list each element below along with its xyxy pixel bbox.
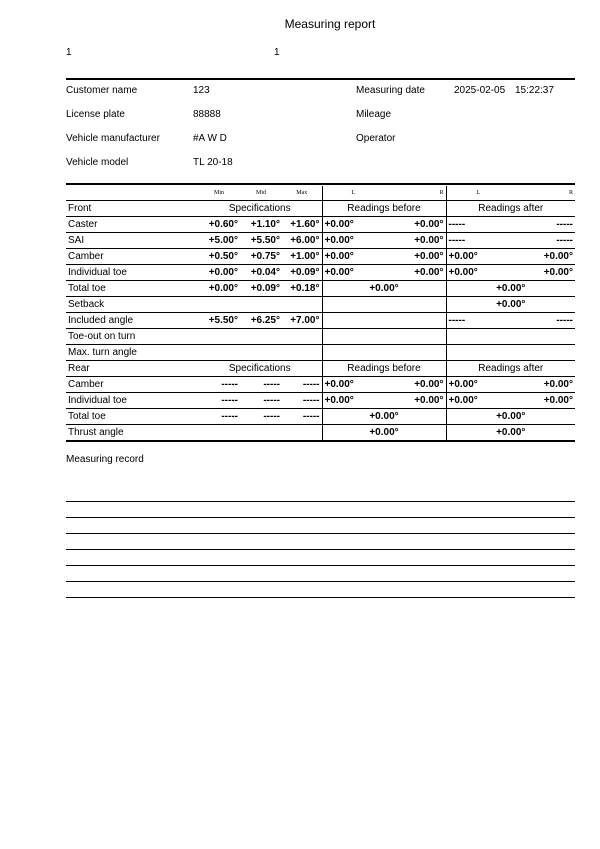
spec-mid: +5.50° xyxy=(240,233,282,249)
front-header-row xyxy=(66,201,575,217)
before-right-header: R xyxy=(384,186,446,201)
spec-min: ----- xyxy=(198,409,240,425)
measuring-time-value: 15:22:37 xyxy=(515,85,554,96)
spec-mid: ----- xyxy=(240,393,282,409)
after-right: ----- xyxy=(510,233,575,249)
row-name: Individual toe xyxy=(66,265,198,281)
manufacturer-label: Vehicle manufacturer xyxy=(66,133,160,144)
table-row xyxy=(66,377,575,393)
spec-mid: +1.10° xyxy=(240,217,282,233)
before-left: +0.00° xyxy=(322,217,384,233)
after-left: ----- xyxy=(446,217,510,233)
license-plate-value: 88888 xyxy=(193,109,221,120)
spec-mid: ----- xyxy=(240,377,282,393)
before-left: +0.00° xyxy=(322,249,384,265)
table-subheader-row xyxy=(66,186,575,201)
after-right: +0.00° xyxy=(510,377,575,393)
row-name: Camber xyxy=(66,249,198,265)
rear-specifications-header: Specifications xyxy=(198,361,322,377)
header-number-left: 1 xyxy=(66,47,72,58)
before-right: +0.00° xyxy=(384,265,446,281)
row-name: Caster xyxy=(66,217,198,233)
before-left-header: L xyxy=(322,186,384,201)
record-line xyxy=(66,549,575,550)
spec-max: +1.00° xyxy=(282,249,322,265)
measuring-date-value: 2025-02-05 xyxy=(454,85,506,96)
customer-name-value: 123 xyxy=(193,85,210,96)
record-line xyxy=(66,581,575,582)
before-right: +0.00° xyxy=(384,217,446,233)
before-left: +0.00° xyxy=(322,393,384,409)
after-right: +0.00° xyxy=(510,265,575,281)
spec-mid: +0.09° xyxy=(240,281,282,297)
after-left: +0.00° xyxy=(446,249,510,265)
header-divider xyxy=(66,78,575,80)
spec-max: +1.60° xyxy=(282,217,322,233)
after-total: +0.00° xyxy=(446,297,575,313)
measurement-table xyxy=(66,186,575,442)
table-row xyxy=(66,329,575,345)
before-left: +0.00° xyxy=(322,265,384,281)
model-value: TL 20-18 xyxy=(193,157,233,168)
before-left: +0.00° xyxy=(322,377,384,393)
record-line xyxy=(66,597,575,598)
row-name: Thrust angle xyxy=(66,425,198,442)
after-left: +0.00° xyxy=(446,377,510,393)
table-row xyxy=(66,265,575,281)
table-row xyxy=(66,281,575,297)
after-right-header: R xyxy=(510,186,575,201)
row-name: Toe-out on turn xyxy=(66,329,198,345)
spec-min: +0.50° xyxy=(198,249,240,265)
after-left: ----- xyxy=(446,313,510,329)
record-line xyxy=(66,517,575,518)
measuring-date-label: Measuring date xyxy=(356,85,425,96)
spec-max: ----- xyxy=(282,377,322,393)
after-left: +0.00° xyxy=(446,265,510,281)
row-name: SAI xyxy=(66,233,198,249)
before-right: +0.00° xyxy=(384,393,446,409)
after-right: +0.00° xyxy=(510,393,575,409)
table-row xyxy=(66,393,575,409)
mileage-label: Mileage xyxy=(356,109,392,120)
after-total: +0.00° xyxy=(446,425,575,442)
spec-max: ----- xyxy=(282,409,322,425)
row-name: Max. turn angle xyxy=(66,345,198,361)
spec-mid: +6.25° xyxy=(240,313,282,329)
page-title: Measuring report xyxy=(284,17,376,31)
spec-max: ----- xyxy=(282,393,322,409)
rear-readings-after-header: Readings after xyxy=(446,361,575,377)
record-line xyxy=(66,533,575,534)
spec-min: +5.00° xyxy=(198,233,240,249)
table-row xyxy=(66,425,575,442)
rear-readings-before-header: Readings before xyxy=(322,361,446,377)
row-name: Individual toe xyxy=(66,393,198,409)
spec-max: +0.09° xyxy=(282,265,322,281)
table-row xyxy=(66,249,575,265)
customer-name-label: Customer name xyxy=(66,85,138,96)
before-right: +0.00° xyxy=(384,249,446,265)
table-row xyxy=(66,409,575,425)
spec-min: +0.60° xyxy=(198,217,240,233)
table-row xyxy=(66,313,575,329)
header-number-right: 1 xyxy=(274,47,280,58)
row-name: Camber xyxy=(66,377,198,393)
table-top-divider xyxy=(66,183,575,185)
col-max-header: Max xyxy=(282,186,322,201)
row-name: Total toe xyxy=(66,409,198,425)
after-left: +0.00° xyxy=(446,393,510,409)
row-name: Total toe xyxy=(66,281,198,297)
record-line xyxy=(66,565,575,566)
before-right: +0.00° xyxy=(384,233,446,249)
after-right: ----- xyxy=(510,313,575,329)
spec-max: +6.00° xyxy=(282,233,322,249)
operator-label: Operator xyxy=(356,133,396,144)
spec-min: ----- xyxy=(198,377,240,393)
table-row xyxy=(66,297,575,313)
spec-mid: +0.04° xyxy=(240,265,282,281)
before-total: +0.00° xyxy=(322,425,446,442)
manufacturer-value: #A W D xyxy=(193,133,227,144)
spec-min: +5.50° xyxy=(198,313,240,329)
spec-max: +0.18° xyxy=(282,281,322,297)
row-name: Setback xyxy=(66,297,198,313)
table-row xyxy=(66,233,575,249)
table-row xyxy=(66,217,575,233)
after-left: ----- xyxy=(446,233,510,249)
spec-min: +0.00° xyxy=(198,265,240,281)
license-plate-label: License plate xyxy=(66,109,125,120)
rear-header-row xyxy=(66,361,575,377)
table-row xyxy=(66,345,575,361)
front-readings-before-header: Readings before xyxy=(322,201,446,217)
row-name: Included angle xyxy=(66,313,198,329)
spec-max: +7.00° xyxy=(282,313,322,329)
before-left: +0.00° xyxy=(322,233,384,249)
front-section-label: Front xyxy=(66,201,198,217)
model-label: Vehicle model xyxy=(66,157,129,168)
after-left-header: L xyxy=(446,186,510,201)
rear-section-label: Rear xyxy=(66,361,198,377)
before-total: +0.00° xyxy=(322,281,446,297)
after-right: ----- xyxy=(510,217,575,233)
spec-mid: +0.75° xyxy=(240,249,282,265)
front-specifications-header: Specifications xyxy=(198,201,322,217)
spec-mid: ----- xyxy=(240,409,282,425)
after-right: +0.00° xyxy=(510,249,575,265)
after-total: +0.00° xyxy=(446,409,575,425)
spec-min: ----- xyxy=(198,393,240,409)
after-total: +0.00° xyxy=(446,281,575,297)
measuring-record-label: Measuring record xyxy=(66,454,144,465)
before-right: +0.00° xyxy=(384,377,446,393)
before-total: +0.00° xyxy=(322,409,446,425)
col-mid-header: Mid xyxy=(240,186,282,201)
col-min-header: Min xyxy=(198,186,240,201)
front-readings-after-header: Readings after xyxy=(446,201,575,217)
record-line xyxy=(66,501,575,502)
spec-min: +0.00° xyxy=(198,281,240,297)
